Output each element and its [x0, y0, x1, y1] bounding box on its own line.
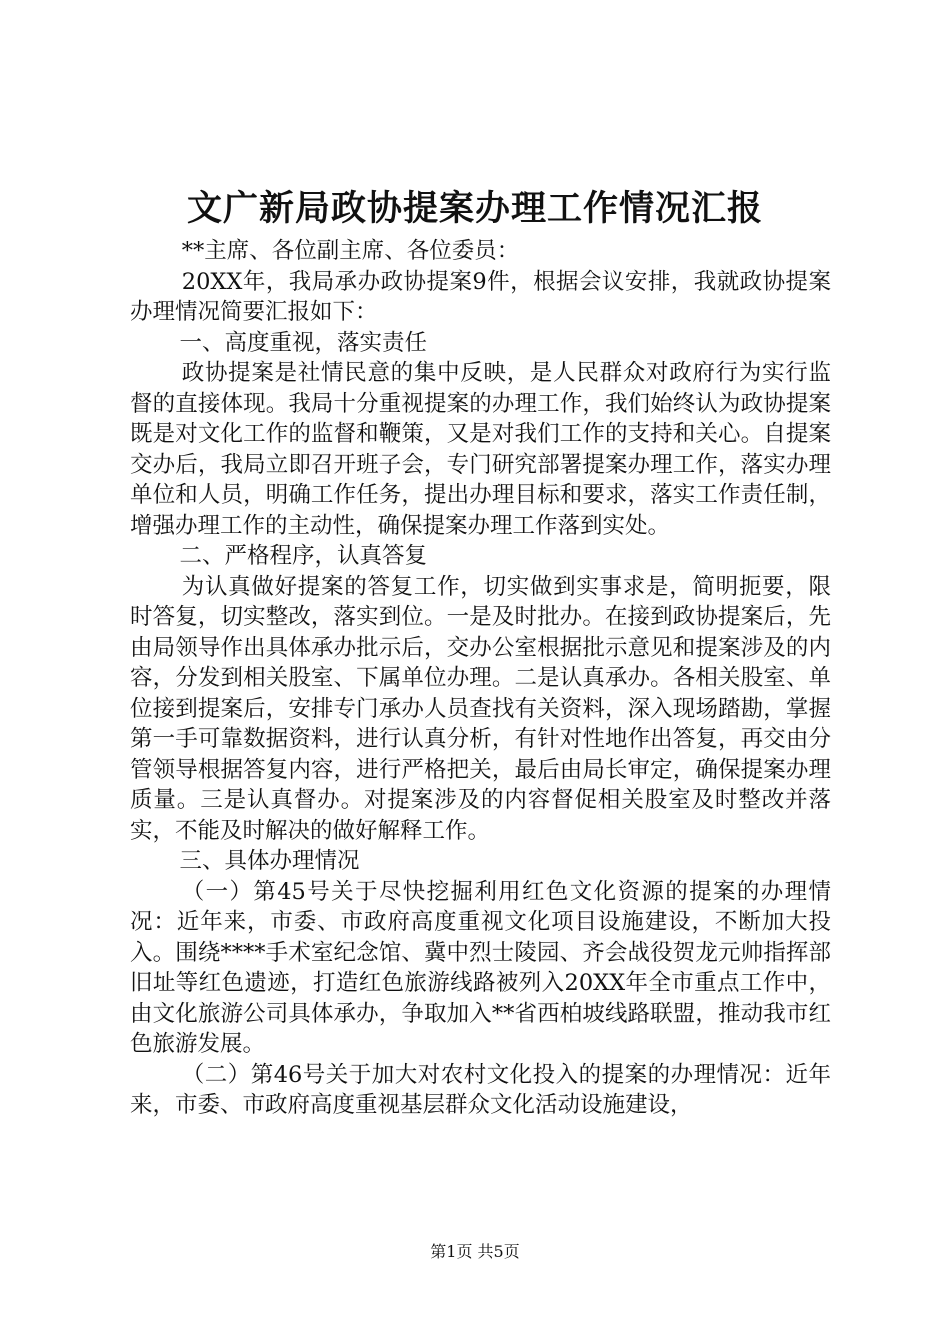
document-title: 文广新局政协提案办理工作情况汇报: [186, 188, 763, 229]
body-paragraph: （二）第46号关于加大对农村文化投入的提案的办理情况：近年来，市委、市政府高度重视基层群众文化活动设施建设，: [130, 1061, 831, 1118]
intro-paragraph: 20XX年，我局承办政协提案9件，根据会议安排，我就政协提案办理情况简要汇报如下：: [130, 268, 831, 325]
page-number-footer: 第1页 共5页: [430, 1242, 520, 1261]
section-heading-3: 三、具体办理情况: [179, 848, 360, 874]
document-body: [130, 236, 831, 1121]
section-heading-1: 一、高度重视，落实责任: [179, 329, 428, 356]
section-heading-2: 二、严格程序，认真答复: [179, 543, 428, 569]
salutation: **主席、各位副主席、各位委员：: [181, 238, 520, 264]
body-paragraph: 为认真做好提案的答复工作，切实做到实事求是，简明扼要，限时答复，切实整改，落实到位。一是及时批办。在接到政协提案后，先由局领导作出具体承办批示后，交办公室根据批示意见和提案涉及的内容，分发到相关股室、下属单位办理。二是认真承办。各相关股室、单位接到提案后，安排专门承办人员查找有关资料，深入现场踏勘，掌握第一手可靠数据资料，进行认真分析，有针对性地作出答复，再交由分管领导根据答复内容，进行严格把关，最后由局长审定，确保提案办理质量。三是认真督办。对提案涉及的内容督促相关股室及时整改并落实，不能及时解决的做好解释工作。: [130, 573, 831, 844]
body-paragraph: （一）第45号关于尽快挖掘利用红色文化资源的提案的办理情况：近年来，市委、市政府高度重视文化项目设施建设，不断加大投入。围绕****手术室纪念馆、冀中烈士陵园、齐会战役贺龙元帅指挥部旧址等红色遗迹，打造红色旅游线路被列入20XX年全市重点工作中，由文化旅游公司具体承办，争取加入**省西柏坡线路联盟，推动我市红色旅游发展。: [130, 878, 831, 1057]
body-paragraph: 政协提案是社情民意的集中反映，是人民群众对政府行为实行监督的直接体现。我局十分重视提案的办理工作，我们始终认为政协提案既是对文化工作的监督和鞭策，又是对我们工作的支持和关心。自提案交办后，我局立即召开班子会，专门研究部署提案办理工作，落实办理单位和人员，明确工作任务，提出办理目标和要求，落实工作责任制，增强办理工作的主动性，确保提案办理工作落到实处。: [130, 360, 831, 539]
